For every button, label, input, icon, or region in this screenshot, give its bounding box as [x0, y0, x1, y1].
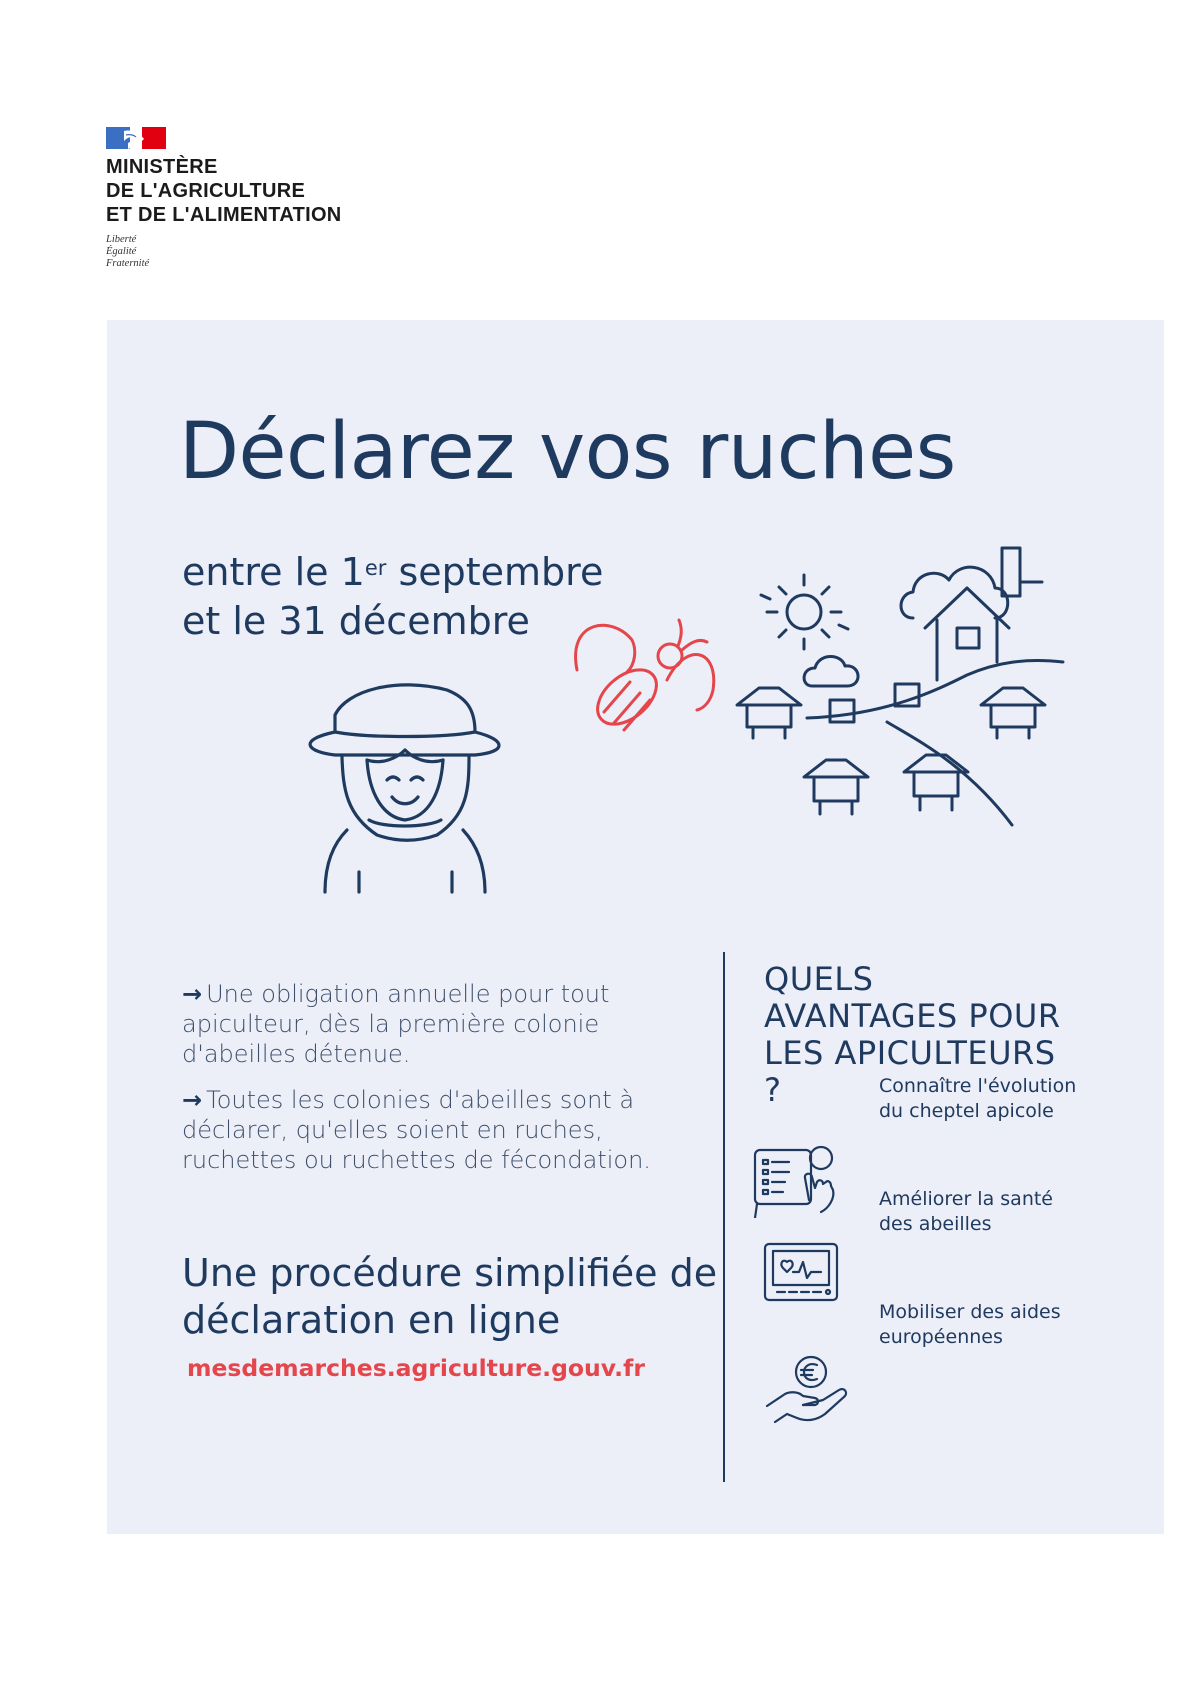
ministry-line: ET DE L'ALIMENTATION	[106, 204, 342, 226]
beekeeper-icon	[310, 685, 499, 892]
advantages-heading: QUELS AVANTAGES POUR LES APICULTEURS ?	[764, 960, 1061, 1109]
marianne-flag-icon	[106, 127, 166, 149]
ministry-logo	[106, 127, 342, 270]
advantage-item	[879, 1300, 1079, 1350]
advantage-item	[879, 1187, 1079, 1237]
arrow-right-icon: →	[182, 1086, 203, 1114]
bullet-item	[182, 1085, 682, 1175]
arrow-right-icon: →	[182, 980, 203, 1008]
illustration	[107, 320, 1164, 940]
obligation-list	[182, 979, 682, 1191]
advantage-item	[879, 1074, 1079, 1124]
ministry-line: DE L'AGRICULTURE	[106, 180, 306, 202]
tablet-touch-icon	[749, 1142, 841, 1218]
vertical-divider	[723, 952, 725, 1482]
ministry-line: MINISTÈRE	[106, 156, 218, 178]
bullet-text: Toutes les colonies d'abeilles sont à déclarer, qu'elles soient en ruches, ruchettes ou ruchettes de fécondation.	[182, 1086, 651, 1174]
advantage-text: Mobiliser des aides européennes	[879, 1301, 1061, 1348]
advantage-text: Améliorer la santé des abeilles	[879, 1188, 1053, 1235]
beehives-icon	[737, 684, 1045, 814]
bullet-item	[182, 979, 682, 1069]
poster-title: Déclarez vos ruches	[179, 407, 956, 497]
motto-line: Fraternité	[106, 258, 150, 269]
health-monitor-icon	[763, 1242, 839, 1304]
bee-icon	[576, 620, 714, 735]
bullet-text: Une obligation annuelle pour tout apiculteur, dès la première colonie d'abeilles détenue.	[182, 980, 610, 1068]
declaration-website-link[interactable]: mesdemarches.agriculture.gouv.fr	[187, 1354, 645, 1382]
dates-line-2: et le 31 décembre	[182, 599, 530, 643]
motto-line: Égalité	[106, 246, 137, 257]
ministry-name	[106, 155, 342, 227]
procedure-heading: Une procédure simplifiée de déclaration en ligne	[182, 1251, 718, 1342]
motto-line: Liberté	[106, 234, 137, 245]
dates-pre: entre le 1	[182, 550, 365, 594]
motto	[106, 234, 342, 270]
euro-hand-icon	[763, 1354, 853, 1428]
dates-post: septembre	[386, 550, 604, 594]
advantage-text: Connaître l'évolution du cheptel apicole	[879, 1075, 1077, 1122]
poster-panel	[107, 320, 1164, 1534]
dates-sup: er	[364, 556, 387, 580]
sun-icon	[761, 575, 848, 649]
